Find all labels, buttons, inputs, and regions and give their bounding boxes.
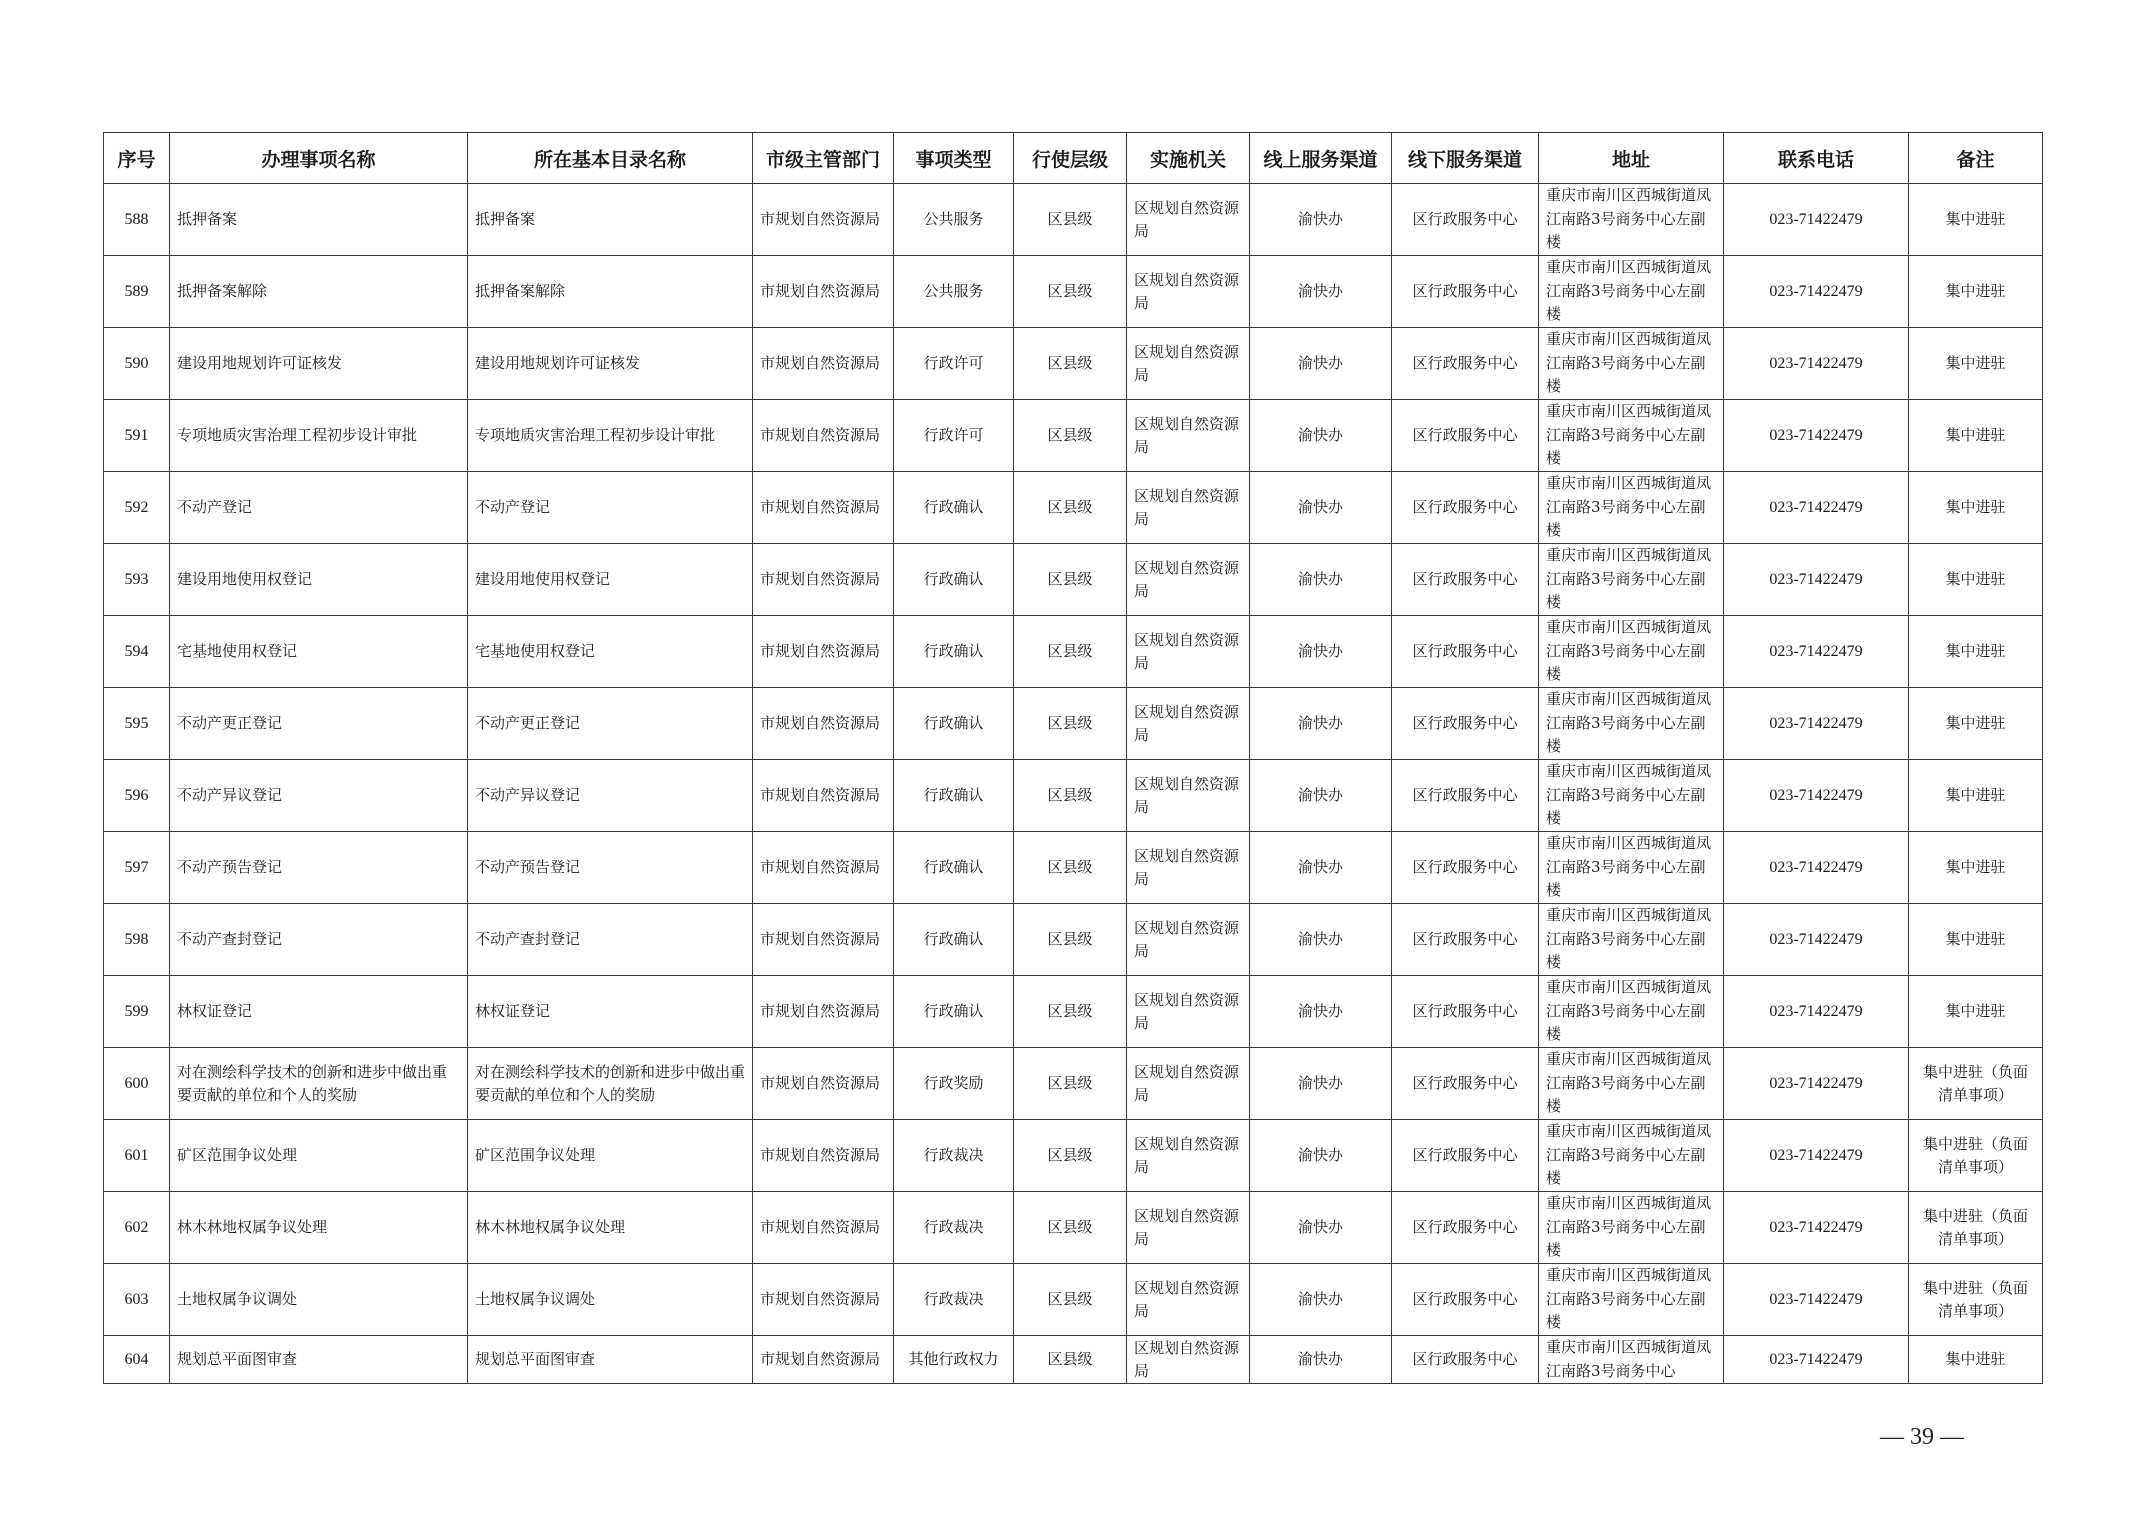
item-type-cell: 行政确认 <box>894 832 1014 904</box>
contact-phone-cell: 023-71422479 <box>1724 184 1909 256</box>
offline-channel-cell: 区行政服务中心 <box>1392 760 1539 832</box>
item-type-cell: 公共服务 <box>894 184 1014 256</box>
online-channel-cell: 渝快办 <box>1250 688 1392 760</box>
address-cell: 重庆市南川区西城街道凤江南路3号商务中心左副楼 <box>1539 1192 1724 1264</box>
row-number-cell: 602 <box>104 1192 170 1264</box>
contact-phone-cell: 023-71422479 <box>1724 832 1909 904</box>
item-type-cell: 行政确认 <box>894 616 1014 688</box>
department-cell: 市规划自然资源局 <box>753 832 894 904</box>
contact-phone-cell: 023-71422479 <box>1724 904 1909 976</box>
catalog-name-cell: 不动产登记 <box>468 472 753 544</box>
column-header: 市级主管部门 <box>753 133 894 184</box>
remark-cell: 集中进驻 <box>1909 976 2043 1048</box>
exercise-level-cell: 区县级 <box>1014 1336 1127 1384</box>
remark-cell: 集中进驻 <box>1909 904 2043 976</box>
catalog-name-cell: 建设用地规划许可证核发 <box>468 328 753 400</box>
online-channel-cell: 渝快办 <box>1250 256 1392 328</box>
offline-channel-cell: 区行政服务中心 <box>1392 1264 1539 1336</box>
implementing-agency-cell: 区规划自然资源局 <box>1127 400 1250 472</box>
item-type-cell: 行政许可 <box>894 328 1014 400</box>
exercise-level-cell: 区县级 <box>1014 688 1127 760</box>
item-type-cell: 行政确认 <box>894 688 1014 760</box>
catalog-name-cell: 不动产异议登记 <box>468 760 753 832</box>
department-cell: 市规划自然资源局 <box>753 184 894 256</box>
implementing-agency-cell: 区规划自然资源局 <box>1127 976 1250 1048</box>
online-channel-cell: 渝快办 <box>1250 976 1392 1048</box>
online-channel-cell: 渝快办 <box>1250 184 1392 256</box>
online-channel-cell: 渝快办 <box>1250 1264 1392 1336</box>
exercise-level-cell: 区县级 <box>1014 976 1127 1048</box>
item-type-cell: 行政确认 <box>894 760 1014 832</box>
contact-phone-cell: 023-71422479 <box>1724 1192 1909 1264</box>
table-row <box>104 616 2043 688</box>
row-number-cell: 594 <box>104 616 170 688</box>
implementing-agency-cell: 区规划自然资源局 <box>1127 184 1250 256</box>
catalog-name-cell: 抵押备案 <box>468 184 753 256</box>
online-channel-cell: 渝快办 <box>1250 1120 1392 1192</box>
implementing-agency-cell: 区规划自然资源局 <box>1127 688 1250 760</box>
item-name-cell: 林权证登记 <box>170 976 468 1048</box>
item-name-cell: 矿区范围争议处理 <box>170 1120 468 1192</box>
column-header: 地址 <box>1539 133 1724 184</box>
remark-cell: 集中进驻 <box>1909 472 2043 544</box>
row-number-cell: 595 <box>104 688 170 760</box>
table-row <box>104 1120 2043 1192</box>
remark-cell: 集中进驻 <box>1909 544 2043 616</box>
department-cell: 市规划自然资源局 <box>753 472 894 544</box>
online-channel-cell: 渝快办 <box>1250 400 1392 472</box>
remark-cell: 集中进驻 <box>1909 184 2043 256</box>
exercise-level-cell: 区县级 <box>1014 760 1127 832</box>
table-row <box>104 256 2043 328</box>
item-name-cell: 林木林地权属争议处理 <box>170 1192 468 1264</box>
row-number-cell: 591 <box>104 400 170 472</box>
item-name-cell: 规划总平面图审查 <box>170 1336 468 1384</box>
offline-channel-cell: 区行政服务中心 <box>1392 1192 1539 1264</box>
offline-channel-cell: 区行政服务中心 <box>1392 1336 1539 1384</box>
department-cell: 市规划自然资源局 <box>753 256 894 328</box>
offline-channel-cell: 区行政服务中心 <box>1392 184 1539 256</box>
remark-cell: 集中进驻 <box>1909 832 2043 904</box>
offline-channel-cell: 区行政服务中心 <box>1392 688 1539 760</box>
implementing-agency-cell: 区规划自然资源局 <box>1127 832 1250 904</box>
catalog-name-cell: 宅基地使用权登记 <box>468 616 753 688</box>
remark-cell: 集中进驻 <box>1909 400 2043 472</box>
items-table-container <box>103 132 2043 1384</box>
implementing-agency-cell: 区规划自然资源局 <box>1127 1192 1250 1264</box>
address-cell: 重庆市南川区西城街道凤江南路3号商务中心左副楼 <box>1539 1120 1724 1192</box>
department-cell: 市规划自然资源局 <box>753 1336 894 1384</box>
exercise-level-cell: 区县级 <box>1014 904 1127 976</box>
column-header: 联系电话 <box>1724 133 1909 184</box>
department-cell: 市规划自然资源局 <box>753 328 894 400</box>
remark-cell: 集中进驻 <box>1909 688 2043 760</box>
catalog-name-cell: 对在测绘科学技术的创新和进步中做出重要贡献的单位和个人的奖励 <box>468 1048 753 1120</box>
online-channel-cell: 渝快办 <box>1250 1336 1392 1384</box>
contact-phone-cell: 023-71422479 <box>1724 472 1909 544</box>
item-type-cell: 行政确认 <box>894 976 1014 1048</box>
catalog-name-cell: 土地权属争议调处 <box>468 1264 753 1336</box>
department-cell: 市规划自然资源局 <box>753 976 894 1048</box>
catalog-name-cell: 林权证登记 <box>468 976 753 1048</box>
row-number-cell: 598 <box>104 904 170 976</box>
contact-phone-cell: 023-71422479 <box>1724 760 1909 832</box>
catalog-name-cell: 抵押备案解除 <box>468 256 753 328</box>
item-type-cell: 其他行政权力 <box>894 1336 1014 1384</box>
row-number-cell: 593 <box>104 544 170 616</box>
exercise-level-cell: 区县级 <box>1014 1264 1127 1336</box>
table-row <box>104 760 2043 832</box>
table-row <box>104 904 2043 976</box>
address-cell: 重庆市南川区西城街道凤江南路3号商务中心左副楼 <box>1539 832 1724 904</box>
online-channel-cell: 渝快办 <box>1250 832 1392 904</box>
catalog-name-cell: 不动产更正登记 <box>468 688 753 760</box>
row-number-cell: 603 <box>104 1264 170 1336</box>
column-header: 线上服务渠道 <box>1250 133 1392 184</box>
remark-cell: 集中进驻 <box>1909 760 2043 832</box>
contact-phone-cell: 023-71422479 <box>1724 400 1909 472</box>
implementing-agency-cell: 区规划自然资源局 <box>1127 1336 1250 1384</box>
implementing-agency-cell: 区规划自然资源局 <box>1127 472 1250 544</box>
catalog-name-cell: 建设用地使用权登记 <box>468 544 753 616</box>
offline-channel-cell: 区行政服务中心 <box>1392 1048 1539 1120</box>
contact-phone-cell: 023-71422479 <box>1724 976 1909 1048</box>
row-number-cell: 588 <box>104 184 170 256</box>
online-channel-cell: 渝快办 <box>1250 472 1392 544</box>
implementing-agency-cell: 区规划自然资源局 <box>1127 760 1250 832</box>
exercise-level-cell: 区县级 <box>1014 184 1127 256</box>
address-cell: 重庆市南川区西城街道凤江南路3号商务中心左副楼 <box>1539 256 1724 328</box>
item-type-cell: 行政确认 <box>894 544 1014 616</box>
exercise-level-cell: 区县级 <box>1014 328 1127 400</box>
implementing-agency-cell: 区规划自然资源局 <box>1127 1120 1250 1192</box>
column-header: 办理事项名称 <box>170 133 468 184</box>
address-cell: 重庆市南川区西城街道凤江南路3号商务中心左副楼 <box>1539 688 1724 760</box>
column-header: 事项类型 <box>894 133 1014 184</box>
implementing-agency-cell: 区规划自然资源局 <box>1127 256 1250 328</box>
remark-cell: 集中进驻（负面清单事项） <box>1909 1264 2043 1336</box>
exercise-level-cell: 区县级 <box>1014 1120 1127 1192</box>
implementing-agency-cell: 区规划自然资源局 <box>1127 616 1250 688</box>
address-cell: 重庆市南川区西城街道凤江南路3号商务中心左副楼 <box>1539 976 1724 1048</box>
contact-phone-cell: 023-71422479 <box>1724 328 1909 400</box>
row-number-cell: 596 <box>104 760 170 832</box>
offline-channel-cell: 区行政服务中心 <box>1392 328 1539 400</box>
item-name-cell: 不动产查封登记 <box>170 904 468 976</box>
implementing-agency-cell: 区规划自然资源局 <box>1127 904 1250 976</box>
exercise-level-cell: 区县级 <box>1014 400 1127 472</box>
exercise-level-cell: 区县级 <box>1014 1192 1127 1264</box>
item-name-cell: 土地权属争议调处 <box>170 1264 468 1336</box>
remark-cell: 集中进驻（负面清单事项） <box>1909 1048 2043 1120</box>
catalog-name-cell: 不动产预告登记 <box>468 832 753 904</box>
item-type-cell: 行政确认 <box>894 472 1014 544</box>
department-cell: 市规划自然资源局 <box>753 400 894 472</box>
address-cell: 重庆市南川区西城街道凤江南路3号商务中心左副楼 <box>1539 544 1724 616</box>
department-cell: 市规划自然资源局 <box>753 1048 894 1120</box>
column-header: 线下服务渠道 <box>1392 133 1539 184</box>
page-number: — 39 — <box>1880 1424 1964 1450</box>
online-channel-cell: 渝快办 <box>1250 1192 1392 1264</box>
department-cell: 市规划自然资源局 <box>753 904 894 976</box>
item-type-cell: 行政许可 <box>894 400 1014 472</box>
address-cell: 重庆市南川区西城街道凤江南路3号商务中心左副楼 <box>1539 760 1724 832</box>
online-channel-cell: 渝快办 <box>1250 544 1392 616</box>
contact-phone-cell: 023-71422479 <box>1724 616 1909 688</box>
remark-cell: 集中进驻 <box>1909 328 2043 400</box>
table-header <box>104 133 2043 184</box>
catalog-name-cell: 规划总平面图审查 <box>468 1336 753 1384</box>
table-body <box>104 184 2043 1384</box>
item-name-cell: 对在测绘科学技术的创新和进步中做出重要贡献的单位和个人的奖励 <box>170 1048 468 1120</box>
item-type-cell: 行政裁决 <box>894 1264 1014 1336</box>
item-type-cell: 行政裁决 <box>894 1120 1014 1192</box>
table-row <box>104 544 2043 616</box>
item-name-cell: 抵押备案 <box>170 184 468 256</box>
department-cell: 市规划自然资源局 <box>753 544 894 616</box>
offline-channel-cell: 区行政服务中心 <box>1392 832 1539 904</box>
item-name-cell: 建设用地规划许可证核发 <box>170 328 468 400</box>
row-number-cell: 597 <box>104 832 170 904</box>
catalog-name-cell: 不动产查封登记 <box>468 904 753 976</box>
exercise-level-cell: 区县级 <box>1014 616 1127 688</box>
online-channel-cell: 渝快办 <box>1250 616 1392 688</box>
offline-channel-cell: 区行政服务中心 <box>1392 976 1539 1048</box>
row-number-cell: 590 <box>104 328 170 400</box>
items-table <box>103 132 2043 1384</box>
item-name-cell: 不动产预告登记 <box>170 832 468 904</box>
exercise-level-cell: 区县级 <box>1014 544 1127 616</box>
department-cell: 市规划自然资源局 <box>753 1120 894 1192</box>
row-number-cell: 599 <box>104 976 170 1048</box>
remark-cell: 集中进驻 <box>1909 1336 2043 1384</box>
item-name-cell: 专项地质灾害治理工程初步设计审批 <box>170 400 468 472</box>
online-channel-cell: 渝快办 <box>1250 1048 1392 1120</box>
implementing-agency-cell: 区规划自然资源局 <box>1127 1048 1250 1120</box>
department-cell: 市规划自然资源局 <box>753 1192 894 1264</box>
table-row <box>104 832 2043 904</box>
column-header: 序号 <box>104 133 170 184</box>
contact-phone-cell: 023-71422479 <box>1724 1264 1909 1336</box>
table-row <box>104 184 2043 256</box>
contact-phone-cell: 023-71422479 <box>1724 1120 1909 1192</box>
catalog-name-cell: 矿区范围争议处理 <box>468 1120 753 1192</box>
column-header: 实施机关 <box>1127 133 1250 184</box>
offline-channel-cell: 区行政服务中心 <box>1392 544 1539 616</box>
offline-channel-cell: 区行政服务中心 <box>1392 616 1539 688</box>
header-row <box>104 133 2043 184</box>
online-channel-cell: 渝快办 <box>1250 904 1392 976</box>
department-cell: 市规划自然资源局 <box>753 760 894 832</box>
row-number-cell: 601 <box>104 1120 170 1192</box>
table-row <box>104 400 2043 472</box>
item-name-cell: 宅基地使用权登记 <box>170 616 468 688</box>
implementing-agency-cell: 区规划自然资源局 <box>1127 544 1250 616</box>
department-cell: 市规划自然资源局 <box>753 688 894 760</box>
offline-channel-cell: 区行政服务中心 <box>1392 472 1539 544</box>
column-header: 所在基本目录名称 <box>468 133 753 184</box>
catalog-name-cell: 专项地质灾害治理工程初步设计审批 <box>468 400 753 472</box>
department-cell: 市规划自然资源局 <box>753 616 894 688</box>
department-cell: 市规划自然资源局 <box>753 1264 894 1336</box>
table-row <box>104 328 2043 400</box>
online-channel-cell: 渝快办 <box>1250 328 1392 400</box>
offline-channel-cell: 区行政服务中心 <box>1392 256 1539 328</box>
remark-cell: 集中进驻（负面清单事项） <box>1909 1120 2043 1192</box>
item-name-cell: 不动产异议登记 <box>170 760 468 832</box>
exercise-level-cell: 区县级 <box>1014 1048 1127 1120</box>
address-cell: 重庆市南川区西城街道凤江南路3号商务中心左副楼 <box>1539 184 1724 256</box>
table-row <box>104 1048 2043 1120</box>
item-name-cell: 建设用地使用权登记 <box>170 544 468 616</box>
column-header: 备注 <box>1909 133 2043 184</box>
item-type-cell: 公共服务 <box>894 256 1014 328</box>
contact-phone-cell: 023-71422479 <box>1724 1336 1909 1384</box>
remark-cell: 集中进驻 <box>1909 256 2043 328</box>
contact-phone-cell: 023-71422479 <box>1724 688 1909 760</box>
catalog-name-cell: 林木林地权属争议处理 <box>468 1192 753 1264</box>
address-cell: 重庆市南川区西城街道凤江南路3号商务中心左副楼 <box>1539 1264 1724 1336</box>
table-row <box>104 1192 2043 1264</box>
table-row <box>104 472 2043 544</box>
row-number-cell: 589 <box>104 256 170 328</box>
implementing-agency-cell: 区规划自然资源局 <box>1127 328 1250 400</box>
row-number-cell: 604 <box>104 1336 170 1384</box>
address-cell: 重庆市南川区西城街道凤江南路3号商务中心左副楼 <box>1539 1048 1724 1120</box>
address-cell: 重庆市南川区西城街道凤江南路3号商务中心 <box>1539 1336 1724 1384</box>
offline-channel-cell: 区行政服务中心 <box>1392 400 1539 472</box>
address-cell: 重庆市南川区西城街道凤江南路3号商务中心左副楼 <box>1539 616 1724 688</box>
offline-channel-cell: 区行政服务中心 <box>1392 904 1539 976</box>
exercise-level-cell: 区县级 <box>1014 256 1127 328</box>
table-row <box>104 1264 2043 1336</box>
row-number-cell: 600 <box>104 1048 170 1120</box>
item-type-cell: 行政裁决 <box>894 1192 1014 1264</box>
item-type-cell: 行政确认 <box>894 904 1014 976</box>
column-header: 行使层级 <box>1014 133 1127 184</box>
address-cell: 重庆市南川区西城街道凤江南路3号商务中心左副楼 <box>1539 472 1724 544</box>
online-channel-cell: 渝快办 <box>1250 760 1392 832</box>
item-name-cell: 抵押备案解除 <box>170 256 468 328</box>
offline-channel-cell: 区行政服务中心 <box>1392 1120 1539 1192</box>
item-name-cell: 不动产登记 <box>170 472 468 544</box>
address-cell: 重庆市南川区西城街道凤江南路3号商务中心左副楼 <box>1539 400 1724 472</box>
contact-phone-cell: 023-71422479 <box>1724 1048 1909 1120</box>
table-row <box>104 1336 2043 1384</box>
remark-cell: 集中进驻（负面清单事项） <box>1909 1192 2043 1264</box>
table-row <box>104 976 2043 1048</box>
address-cell: 重庆市南川区西城街道凤江南路3号商务中心左副楼 <box>1539 328 1724 400</box>
item-type-cell: 行政奖励 <box>894 1048 1014 1120</box>
exercise-level-cell: 区县级 <box>1014 472 1127 544</box>
table-row <box>104 688 2043 760</box>
row-number-cell: 592 <box>104 472 170 544</box>
implementing-agency-cell: 区规划自然资源局 <box>1127 1264 1250 1336</box>
item-name-cell: 不动产更正登记 <box>170 688 468 760</box>
contact-phone-cell: 023-71422479 <box>1724 544 1909 616</box>
address-cell: 重庆市南川区西城街道凤江南路3号商务中心左副楼 <box>1539 904 1724 976</box>
exercise-level-cell: 区县级 <box>1014 832 1127 904</box>
contact-phone-cell: 023-71422479 <box>1724 256 1909 328</box>
remark-cell: 集中进驻 <box>1909 616 2043 688</box>
